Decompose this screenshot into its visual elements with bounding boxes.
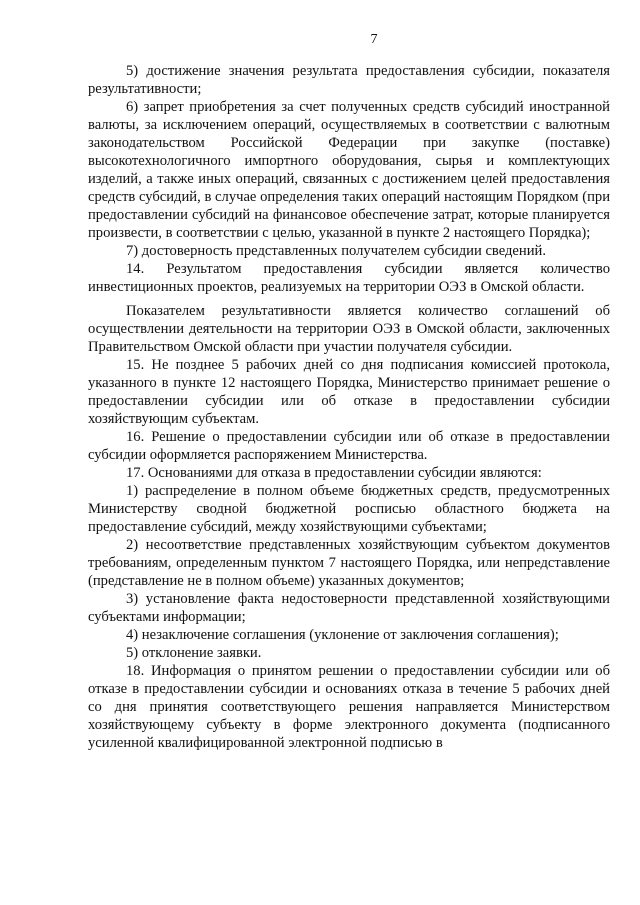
paragraph-indicator: Показателем результативности является количество соглашений об осуществлении деятельности на территории ОЭЗ в Омской области, заключенных Правительством Омской области при участии получателя субсидии. [88,303,610,355]
paragraph-16-decision-order: 16. Решение о предоставлении субсидии или об отказе в предоставлении субсидии оформляется распоряжением Министерства. [88,429,610,463]
paragraph-ground-2-nonconformity: 2) несоответствие представленных хозяйствующим субъектом документов требованиям, определенным пунктом 7 настоящего Порядка, или непредставление (представление не в полном объеме) указанных документов; [88,537,610,589]
page-number: 7 [370,32,378,47]
paragraph-ground-3-unreliability: 3) установление факта недостоверности представленной хозяйствующими субъектами информации; [88,591,610,625]
paragraph-18-notification: 18. Информация о принятом решении о предоставлении субсидии или об отказе в предоставлении субсидии и основаниях отказа в течение 5 рабочих дней со дня принятия соответствующего решения направляется Министерством хозяйствующему субъекту в форме электронного документа (подписанного усиленной квалифицированной электронной подписью в [88,663,610,751]
paragraph-ground-1-distribution: 1) распределение в полном объеме бюджетных средств, предусмотренных Министерству сводной бюджетной росписью областного бюджета на предоставление субсидий, между хозяйствующими субъектами; [88,483,610,535]
paragraph-item-7-reliability: 7) достоверность представленных получателем субсидии сведений. [126,243,546,259]
paragraph-14-result: 14. Результатом предоставления субсидии является количество инвестиционных проектов, реализуемых на территории ОЭЗ в Омской области. [88,261,610,295]
paragraph-17-refusal-grounds: 17. Основаниями для отказа в предоставлении субсидии являются: [126,465,542,481]
paragraph-ground-4-no-agreement: 4) незаключение соглашения (уклонение от заключения соглашения); [126,627,559,643]
paragraph-15-decision-deadline: 15. Не позднее 5 рабочих дней со дня подписания комиссией протокола, указанного в пункте 12 настоящего Порядка, Министерство принимает решение о предоставлении субсидии или об отказе в предоставлении субсидии хозяйствующим субъектам. [88,357,610,427]
paragraph-item-5-achievement: 5) достижение значения результата предоставления субсидии, показателя результативности; [88,63,610,97]
paragraph-ground-5-rejection: 5) отклонение заявки. [126,645,262,661]
paragraph-item-6-currency-ban: 6) запрет приобретения за счет полученных средств субсидий иностранной валюты, за исключением операций, осуществляемых в соответствии с валютным законодательством Российской Федерации при закупке (поставке) высокотехнологичного импортного оборудования, сырья и комплектующих изделий, а также иных операций, связанных с достижением целей предоставления средств субсидий, в случае определения таких операций настоящим Порядком (при предоставлении субсидий на финансовое обеспечение затрат, которые планируется произвести, в соответствии с целью, указанной в пункте 2 настоящего Порядка); [88,99,610,241]
